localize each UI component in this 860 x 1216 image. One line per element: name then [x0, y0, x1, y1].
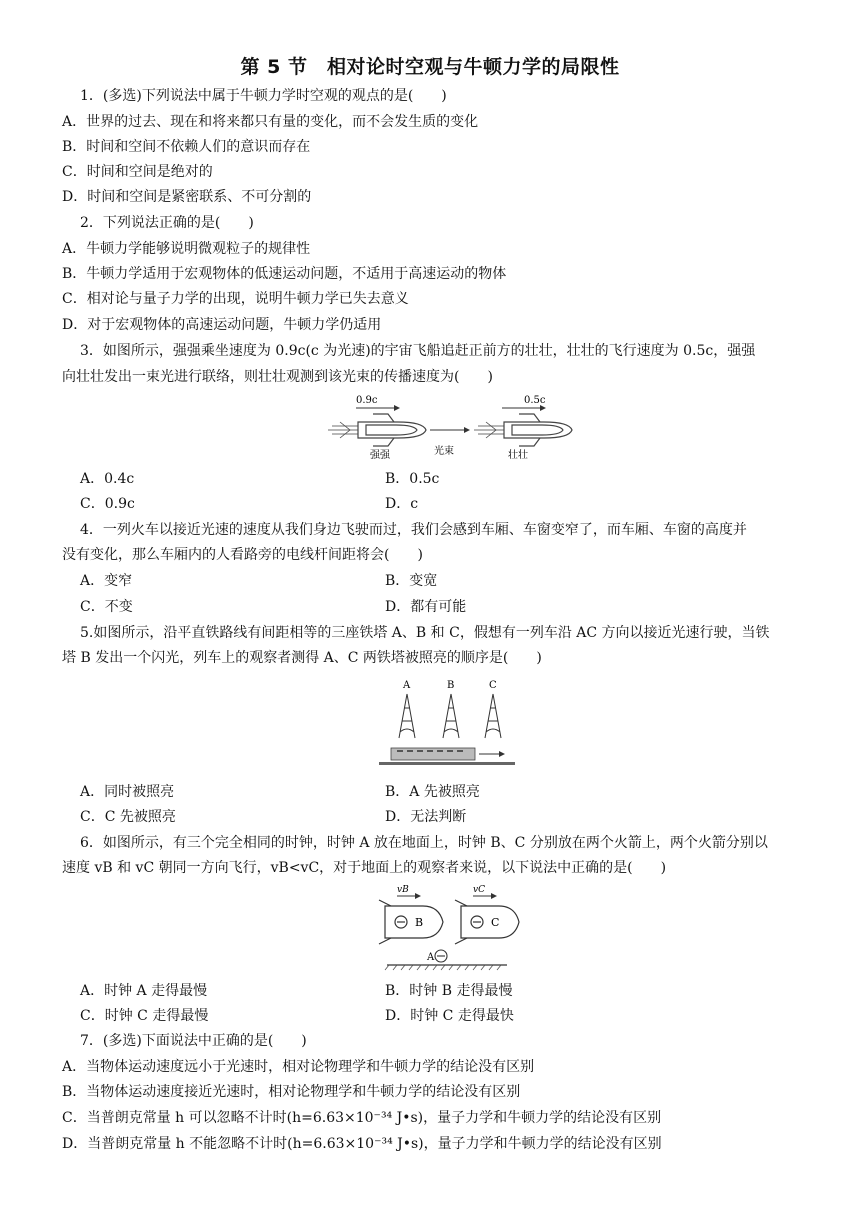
q6-option-a: A．时钟 A 走得最慢: [80, 983, 208, 999]
rockets-clocks-figure: [377, 884, 537, 972]
velocity-label-vc: vC: [473, 885, 485, 895]
q5-option-a: A．同时被照亮: [80, 784, 175, 800]
q2-option-b: B．牛顿力学适用于宏观物体的低速运动问题，不适用于高速运动的物体: [62, 266, 507, 282]
label-qiangqiang: 强强: [370, 450, 390, 461]
q1-option-c: C．时间和空间是绝对的: [62, 164, 213, 180]
spaceship-figure: [318, 392, 578, 462]
q7-option-d: D．当普朗克常量 h 不能忽略不计时(h=6.63×10⁻³⁴ J•s)，量子力学和牛顿力学的结论没有区别: [62, 1136, 662, 1152]
q7-option-b: B．当物体运动速度接近光速时，相对论物理学和牛顿力学的结论没有区别: [62, 1084, 521, 1100]
velocity-label-vb: vB: [397, 885, 409, 895]
q6-stem-line1: 6．如图所示，有三个完全相同的时钟，时钟 A 放在地面上，时钟 B、C 分别放在两个火箭上，两个火箭分别以: [80, 835, 768, 851]
velocity-label-0.5c: 0.5c: [524, 395, 546, 406]
q1-option-d: D．时间和空间是紧密联系、不可分割的: [62, 189, 312, 205]
q1-option-a: A．世界的过去、现在和将来都只有量的变化，而不会发生质的变化: [62, 114, 479, 130]
velocity-arrowhead-vc-icon: [491, 893, 497, 899]
train-icon: [391, 748, 475, 760]
page-title: 第 5 节 相对论时空观与牛顿力学的局限性: [240, 56, 620, 78]
q3-stem-line1: 3．如图所示，强强乘坐速度为 0.9c(c 为光速)的宇宙飞船追赶正前方的壮壮，壮壮的飞行速度为 0.5c，强强: [80, 343, 756, 359]
q2-option-d: D．对于宏观物体的高速运动问题，牛顿力学仍适用: [62, 317, 382, 333]
q5-stem-line2: 塔 B 发出一个闪光，列车上的观察者测得 A、C 两铁塔被照亮的顺序是( ): [62, 650, 542, 666]
tower-label-a: A: [403, 680, 411, 691]
velocity-arrowhead-vb-icon: [415, 893, 421, 899]
towers-train-figure: [377, 676, 517, 772]
clock-a-label: A: [427, 952, 435, 963]
train-arrowhead-icon: [499, 751, 505, 757]
label-light-beam: 光束: [434, 446, 454, 457]
q5-option-c: C．C 先被照亮: [80, 809, 176, 825]
tower-label-b: B: [447, 680, 455, 691]
q4-option-d: D．都有可能: [385, 599, 467, 615]
q4-option-b: B．变宽: [385, 573, 438, 589]
q4-option-a: A．变窄: [80, 573, 133, 589]
q6-option-b: B．时钟 B 走得最慢: [385, 983, 513, 999]
rocket-c-icon: [455, 900, 519, 944]
q1-stem: 1．(多选)下列说法中属于牛顿力学时空观的观点的是( ): [80, 88, 447, 104]
q3-option-d: D．c: [385, 496, 419, 512]
q5-stem-line1: 5.如图所示，沿平直铁路线有间距相等的三座铁塔 A、B 和 C，假想有一列车沿 AC 方向以接近光速行驶，当铁: [80, 625, 770, 641]
velocity-label-0.9c: 0.9c: [356, 395, 378, 406]
light-beam-arrow-icon: [464, 427, 470, 433]
q7-option-c: C．当普朗克常量 h 可以忽略不计时(h=6.63×10⁻³⁴ J•s)，量子力学和牛顿力学的结论没有区别: [62, 1110, 662, 1126]
q3-stem-line2: 向壮壮发出一束光进行联络，则壮壮观测到该光束的传播速度为( ): [62, 369, 493, 385]
q6-option-c: C．时钟 C 走得最慢: [80, 1008, 209, 1024]
q4-option-c: C．不变: [80, 599, 133, 615]
tower-c-icon: [485, 694, 501, 738]
q4-stem-line2: 没有变化，那么车厢内的人看路旁的电线杆间距将会( ): [62, 547, 423, 563]
rocket-b-icon: [379, 900, 443, 944]
rail-track: [379, 762, 515, 765]
tower-b-icon: [443, 694, 459, 738]
rocket-b-label: B: [415, 916, 424, 929]
q3-option-c: C．0.9c: [80, 496, 135, 512]
q2-option-c: C．相对论与量子力学的出现，说明牛顿力学已失去意义: [62, 291, 409, 307]
tower-a-icon: [399, 694, 415, 738]
q2-stem: 2．下列说法正确的是( ): [80, 215, 254, 231]
velocity-arrowhead-left-icon: [394, 405, 400, 411]
rocket-c-label: C: [491, 916, 500, 929]
q3-option-b: B．0.5c: [385, 471, 440, 487]
tower-label-c: C: [489, 680, 497, 691]
spaceship-qiangqiang-icon: [328, 414, 426, 446]
label-zhuangzhuang: 壮壮: [508, 450, 528, 461]
q2-option-a: A．牛顿力学能够说明微观粒子的规律性: [62, 241, 311, 257]
q6-option-d: D．时钟 C 走得最快: [385, 1008, 514, 1024]
ground-hatching: [385, 965, 501, 970]
q7-stem: 7．(多选)下面说法中正确的是( ): [80, 1033, 307, 1049]
q5-option-b: B．A 先被照亮: [385, 784, 480, 800]
spaceship-zhuangzhuang-icon: [474, 414, 572, 446]
q5-option-d: D．无法判断: [385, 809, 467, 825]
q3-option-a: A．0.4c: [80, 471, 135, 487]
q6-stem-line2: 速度 vB 和 vC 朝同一方向飞行，vB<vC，对于地面上的观察者来说，以下说法中正确的是( ): [62, 860, 667, 876]
q1-option-b: B．时间和空间不依赖人们的意识而存在: [62, 139, 311, 155]
clock-a-icon: [435, 950, 447, 962]
q4-stem-line1: 4．一列火车以接近光速的速度从我们身边飞驶而过，我们会感到车厢、车窗变窄了，而车厢、车窗的高度并: [80, 522, 747, 538]
q7-option-a: A．当物体运动速度远小于光速时，相对论物理学和牛顿力学的结论没有区别: [62, 1059, 535, 1075]
